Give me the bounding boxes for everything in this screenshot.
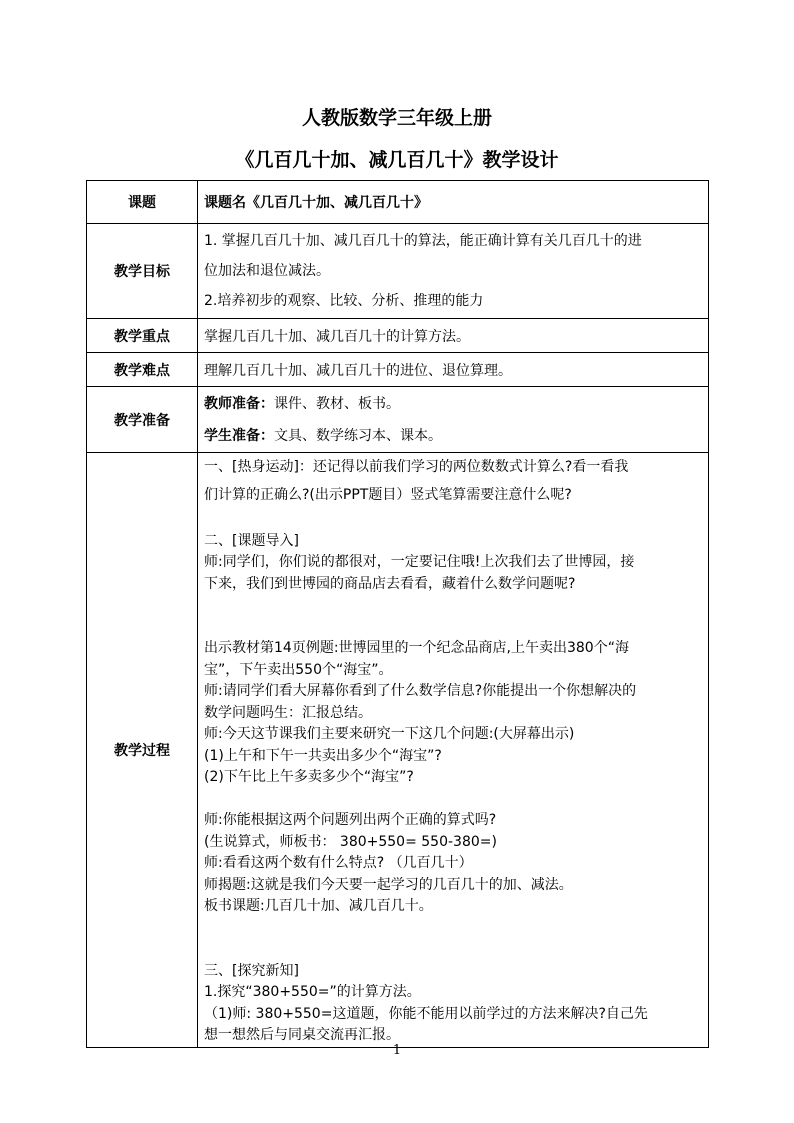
process-line: 一、[热身运动]：还记得以前我们学习的两位数数式计算么?看一看我 <box>204 459 629 475</box>
goals-line: 1. 掌握几百几十加、减几百几十的算法，能正确计算有关几百几十的进 <box>204 233 642 249</box>
topic-value: 课题名《几百几十加、减几百几十》 <box>198 181 709 224</box>
process-line: 出示教材第14页例题:世博园里的一个纪念品商店,上午卖出380个“海 <box>204 640 629 656</box>
process-line: 二、[课题导入] <box>204 532 299 549</box>
process-line: (1)上午和下午一共卖出多少个“海宝”? <box>204 747 442 764</box>
topic-label: 课题 <box>87 181 198 224</box>
process-line: 下来，我们到世博园的商品店去看看，藏着什么数学问题呢? <box>204 575 576 592</box>
process-line: 师:你能根据这两个问题列出两个正确的算式吗? <box>204 812 497 828</box>
process-line: 师揭题:这就是我们今天要一起学习的几百几十的加、减法。 <box>204 876 573 893</box>
document-title: 人教版数学三年级上册 <box>301 107 492 129</box>
process-line: 板书课题:几百几十加、减几百几十。 <box>204 898 433 914</box>
document-subtitle: 《几百几十加、减几百几十》教学设计 <box>235 149 559 171</box>
process-line: 师:今天这节课我们主要来研究一下这几个问题:(大屏幕出示) <box>204 726 575 742</box>
table-row-topic <box>87 181 709 224</box>
prep-label: 教学准备 <box>87 387 198 453</box>
difficulty-value: 理解几百几十加、减几百几十的进位、退位算理。 <box>198 353 709 387</box>
table-row-goals <box>87 224 709 319</box>
process-line: (生说算式，师板书： 380+550= 550-380=) <box>204 833 497 850</box>
lesson-plan-table <box>86 180 709 1048</box>
prep-teacher: 教师准备：课件、教材、板书。 <box>204 395 400 412</box>
goals-line: 2.培养初步的观察、比较、分析、推理的能力 <box>204 293 484 309</box>
process-line: 师:看看这两个数有什么特点? （几百几十） <box>204 855 473 871</box>
process-line: 师:请同学们看大屏幕你看到了什么数学信息?你能提出一个你想解决的 <box>204 683 637 699</box>
process-line: 三、[探究新知] <box>204 962 299 979</box>
process-line: 想一想然后与同桌交流再汇报。 <box>204 1027 400 1043</box>
table-row-difficulty <box>87 353 709 387</box>
process-line: 们计算的正确么?(出示PPT题目）竖式笔算需要注意什么呢? <box>204 487 572 503</box>
table-row-key-point <box>87 319 709 353</box>
process-line: 数学问题吗生：汇报总结。 <box>204 704 372 721</box>
process-line: 师:同学们，你们说的都很对，一定要记住哦!上次我们去了世博园，接 <box>204 554 635 570</box>
process-line: 宝”，下午卖出550个“海宝”。 <box>204 661 393 678</box>
prep-value <box>198 387 709 453</box>
process-value <box>198 453 709 1048</box>
goals-line: 位加法和退位减法。 <box>204 263 330 279</box>
process-line: （1)师: 380+550=这道题，你能不能用以前学过的方法来解决?自己先 <box>204 1005 648 1022</box>
prep-student: 学生准备：文具、数学练习本、课本。 <box>204 427 442 444</box>
goals-value <box>198 224 709 319</box>
goals-label: 教学目标 <box>87 224 198 319</box>
process-line: (2)下午比上午多卖多少个“海宝”? <box>204 769 414 785</box>
key-value: 掌握几百几十加、减几百几十的计算方法。 <box>198 319 709 353</box>
process-line: 1.探究“380+550=”的计算方法。 <box>204 984 421 1000</box>
process-label: 教学过程 <box>87 453 198 1048</box>
table-row-preparation <box>87 387 709 453</box>
difficulty-label: 教学难点 <box>87 353 198 387</box>
table-row-process <box>87 453 709 1048</box>
key-label: 教学重点 <box>87 319 198 353</box>
page-number: 1 <box>392 1043 402 1058</box>
